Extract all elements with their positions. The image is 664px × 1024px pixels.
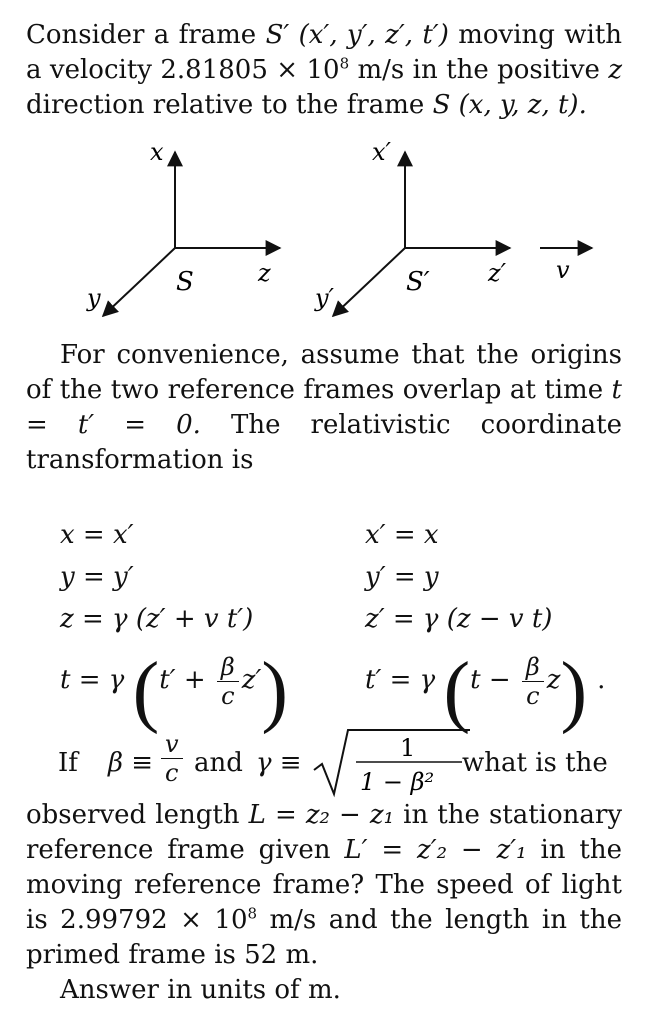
gamma-definition-lhs: γ ≡ xyxy=(256,748,302,778)
right-paren: ) xyxy=(560,647,588,735)
eq-right-t-frac-den: c xyxy=(526,681,540,710)
intro-text-d: direction relative to the frame xyxy=(26,90,425,120)
eq-right-t-inner-b: z xyxy=(546,665,561,695)
answer-prompt: Answer in units of xyxy=(60,975,300,1005)
eq-right-t-frac-num: β xyxy=(522,653,544,682)
frame-s-y-label: y xyxy=(87,284,101,312)
intro-text-b: moving with a velocity xyxy=(26,20,623,85)
velocity-indicator xyxy=(540,248,592,284)
length-equation: L = z₂ − z₁ xyxy=(248,800,395,830)
intro-text-c: m/s in the positive xyxy=(349,55,600,85)
frame-s-x-label: x xyxy=(150,138,164,166)
eq-right-x: x′ = x xyxy=(365,520,439,550)
frame-sp-axes xyxy=(314,138,510,316)
gamma-frac-den: 1 − β² xyxy=(360,768,435,796)
velocity-mantissa: 2.81805 × 10 xyxy=(160,55,340,85)
convenience-equation: t = t′ = 0. xyxy=(26,375,622,440)
frame-sp-x-label: x′ xyxy=(372,138,391,166)
eq-right-end: . xyxy=(597,665,606,695)
question-text-f: m/s and the length in the primed frame is 52 m. xyxy=(26,905,622,970)
eq-right-z: z′ = γ (z − v t) xyxy=(365,604,553,634)
frame-sp-y-label: y′ xyxy=(315,284,335,312)
equations-right xyxy=(365,515,645,735)
intro-frame: S′ (x′, y′, z′, t′) xyxy=(265,20,449,50)
velocity-label: v xyxy=(556,256,570,284)
and-text: and xyxy=(194,748,243,778)
sqrt-sign xyxy=(312,726,472,800)
intro-paragraph xyxy=(26,18,622,123)
eq-left-z: z = γ (z′ + v t′) xyxy=(60,604,254,634)
eq-left-t-lhs: t = γ xyxy=(60,665,125,695)
eq-left-t-fraction xyxy=(217,653,239,710)
question-paragraph xyxy=(26,798,622,1008)
eq-left-t-inner-b: z′ xyxy=(241,665,262,695)
question-text-e: in the moving reference frame? The speed of light is xyxy=(26,835,622,935)
length-prime-equation: L′ = z′₂ − z′₁ xyxy=(344,835,527,865)
frame-s-axes xyxy=(86,138,280,316)
velocity-exponent: 8 xyxy=(339,54,350,73)
frame-sp-origin-label: S′ xyxy=(406,267,430,297)
left-paren: ( xyxy=(443,647,471,735)
light-speed-mantissa: 2.99792 × 10 xyxy=(60,905,248,935)
question-if: If xyxy=(58,748,78,778)
definitions-line xyxy=(26,728,626,798)
beta-frac-num: v xyxy=(161,730,183,759)
light-speed-exponent: 8 xyxy=(247,904,258,923)
eq-right-t-lhs: t′ = γ xyxy=(365,665,436,695)
eq-left-t-frac-den: c xyxy=(221,681,235,710)
intro-text-a: Consider a frame xyxy=(26,20,257,50)
eq-right-t xyxy=(365,635,606,735)
frame-s-origin-label: S xyxy=(176,267,194,297)
question-text-b: what is the xyxy=(462,748,608,778)
frame-sp-y-axis xyxy=(333,248,405,316)
convenience-text: For convenience, assume that the origins of the two reference frames overlap at time xyxy=(26,340,622,405)
beta-fraction xyxy=(161,730,183,787)
intro-frame-s: S (x, y, z, t). xyxy=(432,90,587,120)
eq-left-t-frac-num: β xyxy=(217,653,239,682)
convenience-text-b: The relativistic coordinate transformation is xyxy=(26,410,622,475)
frame-s-y-axis xyxy=(103,248,175,316)
eq-left-x: x = x′ xyxy=(60,520,134,550)
eq-right-t-inner-a: t − xyxy=(470,665,511,695)
eq-left-y: y = y′ xyxy=(60,562,134,592)
eq-right-t-fraction xyxy=(522,653,544,710)
eq-right-y: y′ = y xyxy=(365,562,439,592)
beta-definition-lhs: β ≡ xyxy=(108,748,154,778)
left-paren: ( xyxy=(132,647,160,735)
frame-s-z-label: z xyxy=(258,259,271,287)
question-text-d: in the stationary reference frame given xyxy=(26,800,623,865)
convenience-paragraph xyxy=(26,338,622,478)
right-paren: ) xyxy=(261,647,289,735)
reference-frames-diagram xyxy=(70,138,610,328)
equations-left xyxy=(60,515,340,735)
answer-unit: m. xyxy=(307,975,341,1005)
eq-left-t xyxy=(60,635,289,735)
intro-axis: z xyxy=(608,55,623,85)
eq-left-t-inner-a: t′ + xyxy=(159,665,206,695)
gamma-frac-num: 1 xyxy=(400,734,416,762)
question-text-c: observed length xyxy=(26,800,240,830)
frame-sp-z-label: z′ xyxy=(488,259,507,287)
beta-frac-den: c xyxy=(165,759,179,787)
